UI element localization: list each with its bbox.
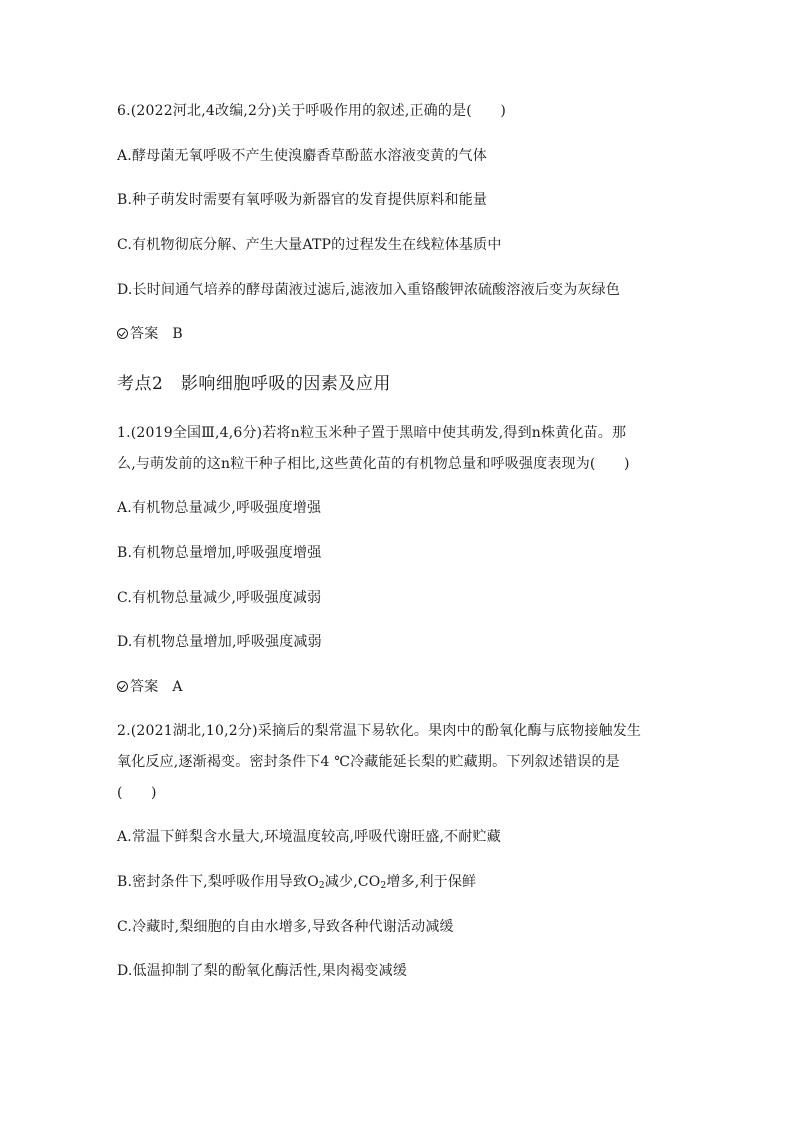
q2-option-b-mid: 减少,CO <box>324 874 381 890</box>
answer-check-icon <box>117 681 128 692</box>
q1-answer <box>117 677 183 697</box>
q6-option-b: B.种子萌发时需要有氧呼吸为新器官的发育提供原料和能量 <box>117 192 488 208</box>
q2-option-c: C.冷藏时,梨细胞的自由水增多,导致各种代谢活动减缓 <box>117 919 454 935</box>
q6-answer <box>117 324 183 344</box>
q2-option-b-suffix: 增多,利于保鲜 <box>386 874 477 890</box>
q2-option-d: D.低温抑制了梨的酚氧化酶活性,果肉褐变减缓 <box>117 963 408 979</box>
q2-option-b <box>117 872 476 896</box>
q2-stem-line-1: 2.(2021湖北,10,2分)采摘后的梨常温下易软化。果肉中的酚氧化酶与底物接触发生 <box>117 723 642 739</box>
q2-option-b-prefix: B.密封条件下,梨呼吸作用导致O <box>117 874 319 890</box>
q2-stem-line-2: 氧化反应,逐渐褐变。密封条件下4 ℃冷藏能延长梨的贮藏期。下列叙述错误的是 <box>117 754 620 770</box>
answer-check-icon <box>117 328 128 339</box>
q1-answer-value: A <box>172 679 183 695</box>
q1-answer-label: 答案 <box>130 679 159 695</box>
q1-option-a: A.有机物总量减少,呼吸强度增强 <box>117 500 322 516</box>
q6-stem: 6.(2022河北,4改编,2分)关于呼吸作用的叙述,正确的是( ) <box>117 103 506 119</box>
q6-answer-label: 答案 <box>130 326 159 342</box>
section-title: 考点2 影响细胞呼吸的因素及应用 <box>117 374 391 394</box>
q6-answer-value: B <box>172 326 183 342</box>
q1-stem-line-2: 么,与萌发前的这n粒干种子相比,这些黄化苗的有机物总量和呼吸强度表现为( ) <box>117 456 630 472</box>
q2-option-b-sub1: 2 <box>318 881 325 891</box>
q1-option-c: C.有机物总量减少,呼吸强度减弱 <box>117 590 322 606</box>
q2-option-a: A.常温下鲜梨含水量大,环境温度较高,呼吸代谢旺盛,不耐贮藏 <box>117 829 501 845</box>
q1-option-b: B.有机物总量增加,呼吸强度增强 <box>117 545 322 561</box>
q6-option-c: C.有机物彻底分解、产生大量ATP的过程发生在线粒体基质中 <box>117 237 502 253</box>
q1-stem-line-1: 1.(2019全国Ⅲ,4,6分)若将n粒玉米种子置于黑暗中使其萌发,得到n株黄化苗。那 <box>117 425 627 441</box>
q2-option-b-sub2: 2 <box>380 881 387 891</box>
q2-stem-line-3: ( ) <box>117 785 157 801</box>
q6-option-d: D.长时间通气培养的酵母菌液过滤后,滤液加入重铬酸钾浓硫酸溶液后变为灰绿色 <box>117 282 621 298</box>
q1-option-d: D.有机物总量增加,呼吸强度减弱 <box>117 634 322 650</box>
q6-option-a: A.酵母菌无氧呼吸不产生使溴麝香草酚蓝水溶液变黄的气体 <box>117 148 487 164</box>
